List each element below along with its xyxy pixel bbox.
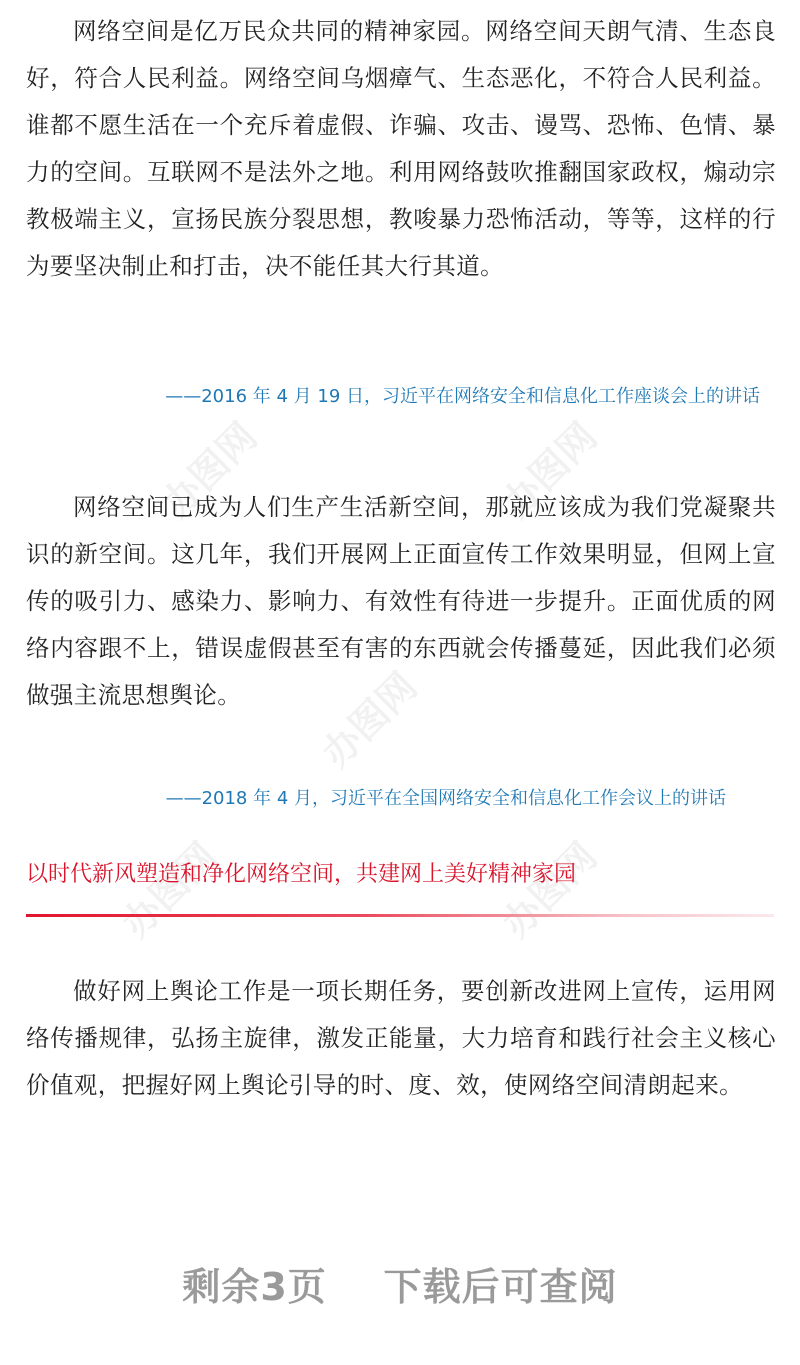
- remaining-pages-notice[interactable]: 剩余3页 下载后可查阅: [182, 1265, 618, 1309]
- watermark: 办图网: [113, 834, 226, 946]
- section-divider: [26, 914, 774, 917]
- watermark: 办图网: [493, 834, 606, 946]
- watermark: 办图网: [153, 414, 266, 526]
- quote-attribution: ——2018 年 4 月，习近平在全国网络安全和信息化工作会议上的讲话: [165, 788, 726, 809]
- quote-attribution: ——2016 年 4 月 19 日，习近平在网络安全和信息化工作座谈会上的讲话: [165, 386, 760, 407]
- body-paragraph: 网络空间已成为人们生产生活新空间，那就应该成为我们党凝聚共识的新空间。这几年，我们开展网上正面宣传工作效果明显，但网上宣传的吸引力、感染力、影响力、有效性有待进一步提升。正面优质的网络内容跟不上，错误虚假甚至有害的东西就会传播蔓延，因此我们必须做强主流思想舆论。: [26, 493, 776, 709]
- watermark: 办图网: [313, 664, 426, 776]
- watermark: 办图网: [493, 414, 606, 526]
- body-paragraph: 做好网上舆论工作是一项长期任务，要创新改进网上宣传，运用网络传播规律，弘扬主旋律，激发正能量，大力培育和践行社会主义核心价值观，把握好网上舆论引导的时、度、效，使网络空间清朗起来。: [26, 977, 776, 1099]
- body-paragraph: 网络空间是亿万民众共同的精神家园。网络空间天朗气清、生态良好，符合人民利益。网络空间乌烟瘴气、生态恶化，不符合人民利益。谁都不愿生活在一个充斥着虚假、诈骗、攻击、谩骂、恐怖、色情、暴力的空间。互联网不是法外之地。利用网络鼓吹推翻国家政权，煽动宗教极端主义，宣扬民族分裂思想，教唆暴力恐怖活动，等等，这样的行为要坚决制止和打击，决不能任其大行其道。: [26, 17, 776, 280]
- section-heading: 以时代新风塑造和净化网络空间，共建网上美好精神家园: [26, 862, 577, 887]
